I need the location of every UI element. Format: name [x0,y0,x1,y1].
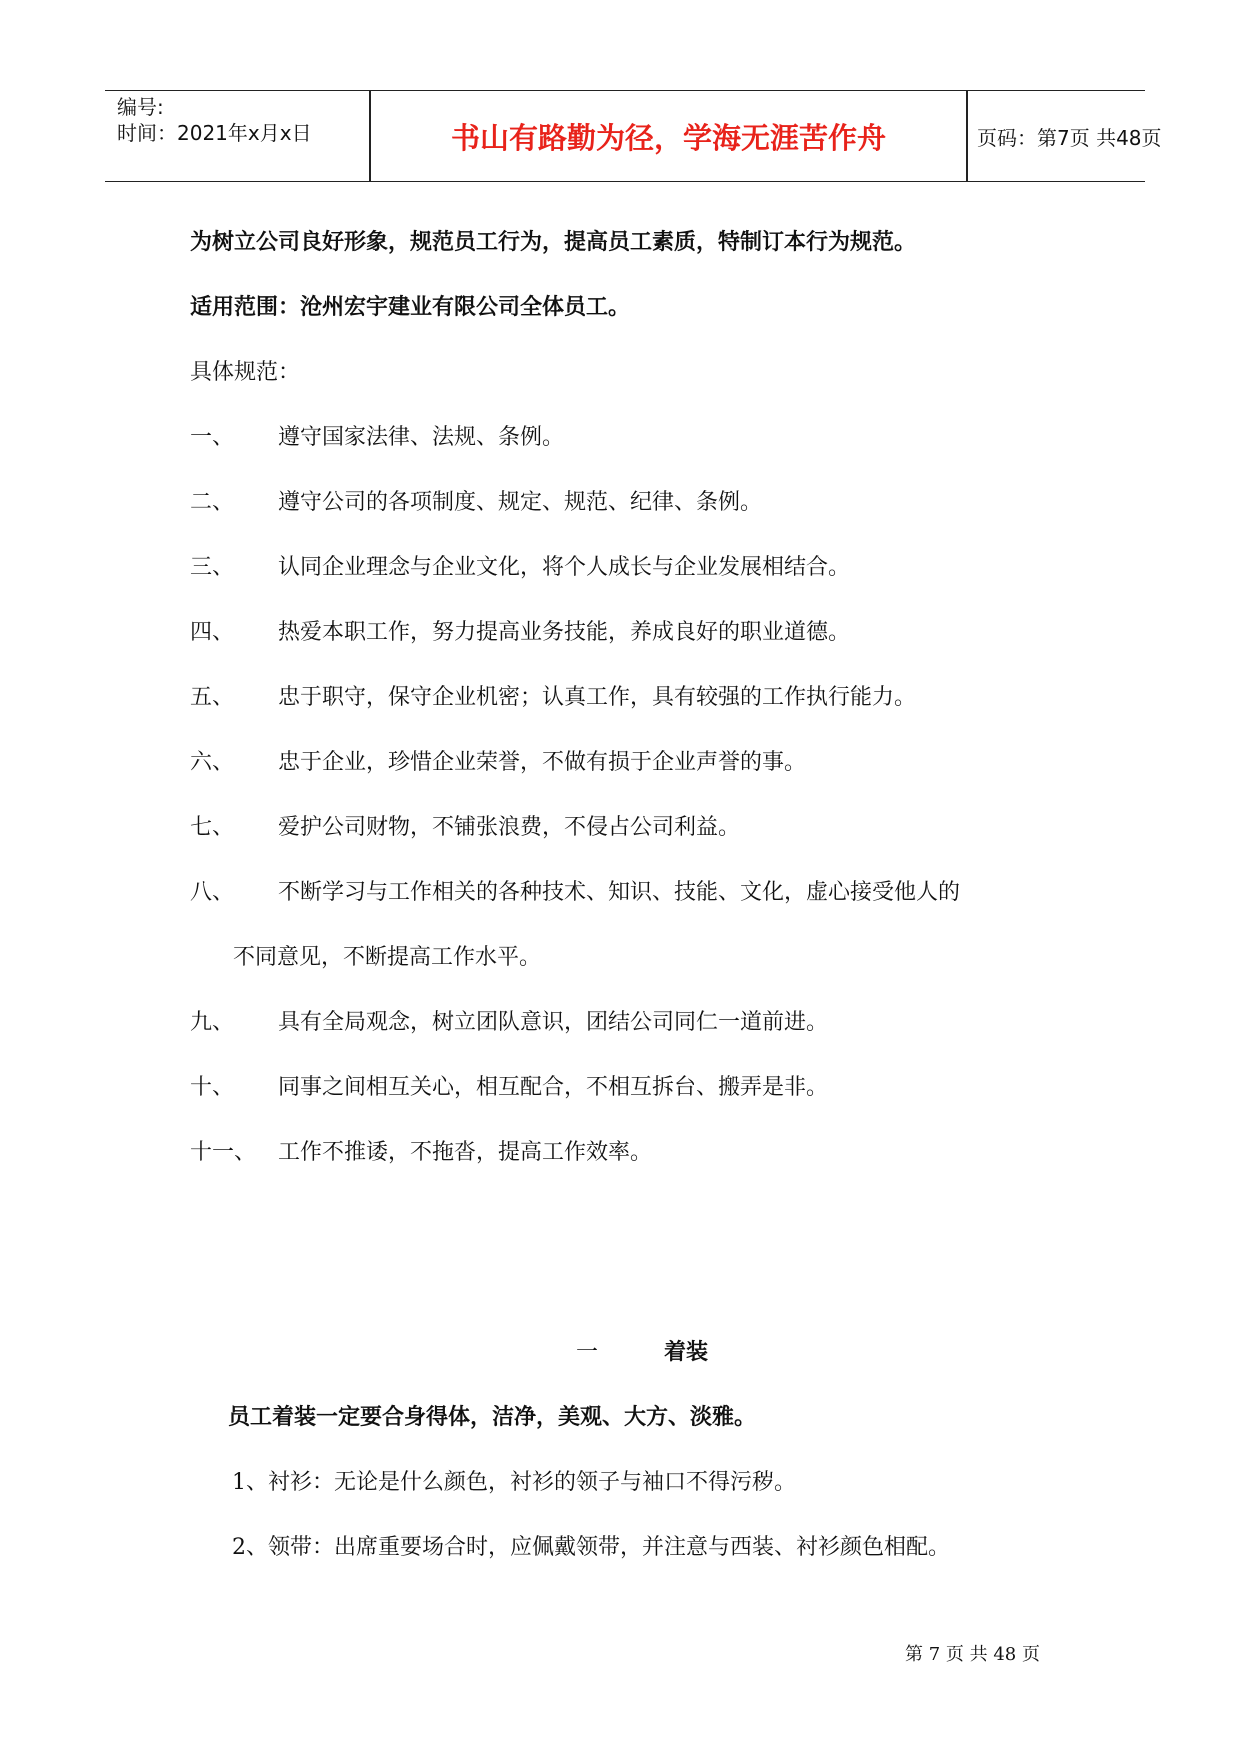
list-item-text: 不断学习与工作相关的各种技术、知识、技能、文化，虚心接受他人的 [278,880,961,905]
list-item-text: 同事之间相互关心，相互配合，不相互拆台、搬弄是非。 [278,1075,829,1100]
header-motto: 书山有路勤为径，学海无涯苦作舟 [450,120,886,155]
section-summary: 员工着装一定要合身得体，洁净，美观、大方、淡雅。 [228,1405,757,1430]
list-item-number: 一、 [190,425,235,450]
list-item-number: 十、 [190,1075,235,1100]
list-item-continuation: 不同意见，不断提高工作水平。 [233,945,542,970]
document-number-label: 编号: [117,95,164,119]
list-item-number: 三、 [190,555,235,580]
list-item-number: 五、 [190,685,235,710]
list-item-number: 六、 [190,750,235,775]
section-number: 一 [576,1340,599,1365]
list-item-number: 二、 [190,490,235,515]
list-item-text: 爱护公司财物，不铺张浪费，不侵占公司利益。 [278,815,741,840]
list-item-text: 遵守国家法律、法规、条例。 [278,425,565,450]
list-item-text: 工作不推诿，不拖沓，提高工作效率。 [278,1140,653,1165]
list-item-number: 七、 [190,815,235,840]
header-meta [117,91,369,181]
rules-heading: 具体规范： [190,360,301,385]
page-footer: 第 7 页 共 48 页 [905,1644,1040,1665]
list-item-text: 忠于职守，保守企业机密；认真工作，具有较强的工作执行能力。 [278,685,917,710]
scope-statement: 适用范围：沧州宏宇建业有限公司全体员工。 [190,295,631,320]
list-item-text: 认同企业理念与企业文化，将个人成长与企业发展相结合。 [278,555,851,580]
list-item-number: 九、 [190,1010,235,1035]
clothing-item: 1、衬衫：无论是什么颜色，衬衫的领子与袖口不得污秽。 [232,1470,796,1495]
list-item-number: 十一、 [190,1140,257,1165]
clothing-item: 2、领带：出席重要场合时，应佩戴领带，并注意与西装、衬衫颜色相配。 [232,1535,950,1560]
list-item-text: 遵守公司的各项制度、规定、规范、纪律、条例。 [278,490,763,515]
header-divider [966,91,968,181]
list-item-number: 四、 [190,620,235,645]
list-item-text: 具有全局观念，树立团队意识，团结公司同仁一道前进。 [278,1010,829,1035]
purpose-statement: 为树立公司良好形象，规范员工行为，提高员工素质，特制订本行为规范。 [190,230,917,255]
document-time-label: 时间：2021年x月x日 [117,121,312,145]
list-item-number: 八、 [190,880,235,905]
list-item-text: 忠于企业，珍惜企业荣誉，不做有损于企业声誉的事。 [278,750,807,775]
list-item-text: 热爱本职工作，努力提高业务技能，养成良好的职业道德。 [278,620,851,645]
page-header [105,90,1162,182]
section-title: 着装 [664,1340,709,1365]
header-page-info: 页码：第7页 共48页 [977,125,1162,150]
